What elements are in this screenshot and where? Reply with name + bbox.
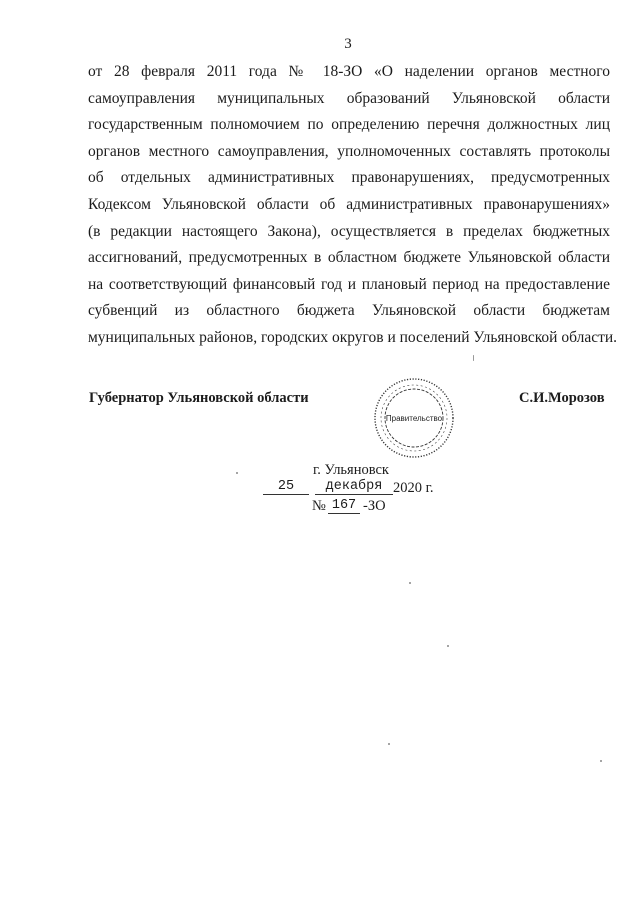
official-seal xyxy=(372,376,456,460)
scan-speck xyxy=(473,355,474,361)
body-line: (в редакции настоящего Закона), осуществляется в пределах бюджетных xyxy=(88,222,610,240)
body-line: на соответствующий финансовый год и плановый период на предоставление xyxy=(88,275,610,293)
date-row xyxy=(263,479,443,499)
law-number: 167 xyxy=(328,498,360,514)
governor-title: Губернатор Ульяновской области xyxy=(89,390,309,406)
body-line: от 28 февраля 2011 года № 18-ЗО «О наделении органов местного xyxy=(88,63,610,80)
body-line: муниципальных районов, городских округов и поселений Ульяновской области. xyxy=(88,328,618,346)
scan-speck xyxy=(447,645,449,647)
scan-speck xyxy=(236,472,238,474)
body-paragraph xyxy=(88,59,618,352)
city-name: г. Ульяновск xyxy=(313,462,389,478)
body-line: государственным полномочием по определению перечня должностных лиц xyxy=(88,116,610,134)
date-month: декабря xyxy=(315,479,393,495)
body-line: Кодексом Ульяновской области об административных правонарушениях» xyxy=(88,195,610,213)
scan-speck xyxy=(409,582,411,584)
law-number-row xyxy=(312,498,412,518)
scan-speck xyxy=(388,743,390,745)
body-line: ассигнований, предусмотренных в областном бюджете Ульяновской области xyxy=(88,249,610,267)
body-line: субвенций из областного бюджета Ульяновской области бюджетам xyxy=(88,302,610,320)
date-year: 2020 г. xyxy=(393,480,434,496)
number-sign: № xyxy=(312,498,326,514)
scan-speck xyxy=(600,760,602,762)
page-number: 3 xyxy=(344,36,352,52)
governor-name: С.И.Морозов xyxy=(519,390,605,406)
seal-center-text: Правительство xyxy=(385,414,443,423)
law-number-suffix: -ЗО xyxy=(363,498,386,514)
body-line: самоуправления муниципальных образований Ульяновской области xyxy=(88,89,610,107)
date-day: 25 xyxy=(263,479,309,495)
body-line: органов местного самоуправления, уполномоченных составлять протоколы xyxy=(88,142,610,160)
body-line: об отдельных административных правонарушениях, предусмотренных xyxy=(88,169,610,187)
